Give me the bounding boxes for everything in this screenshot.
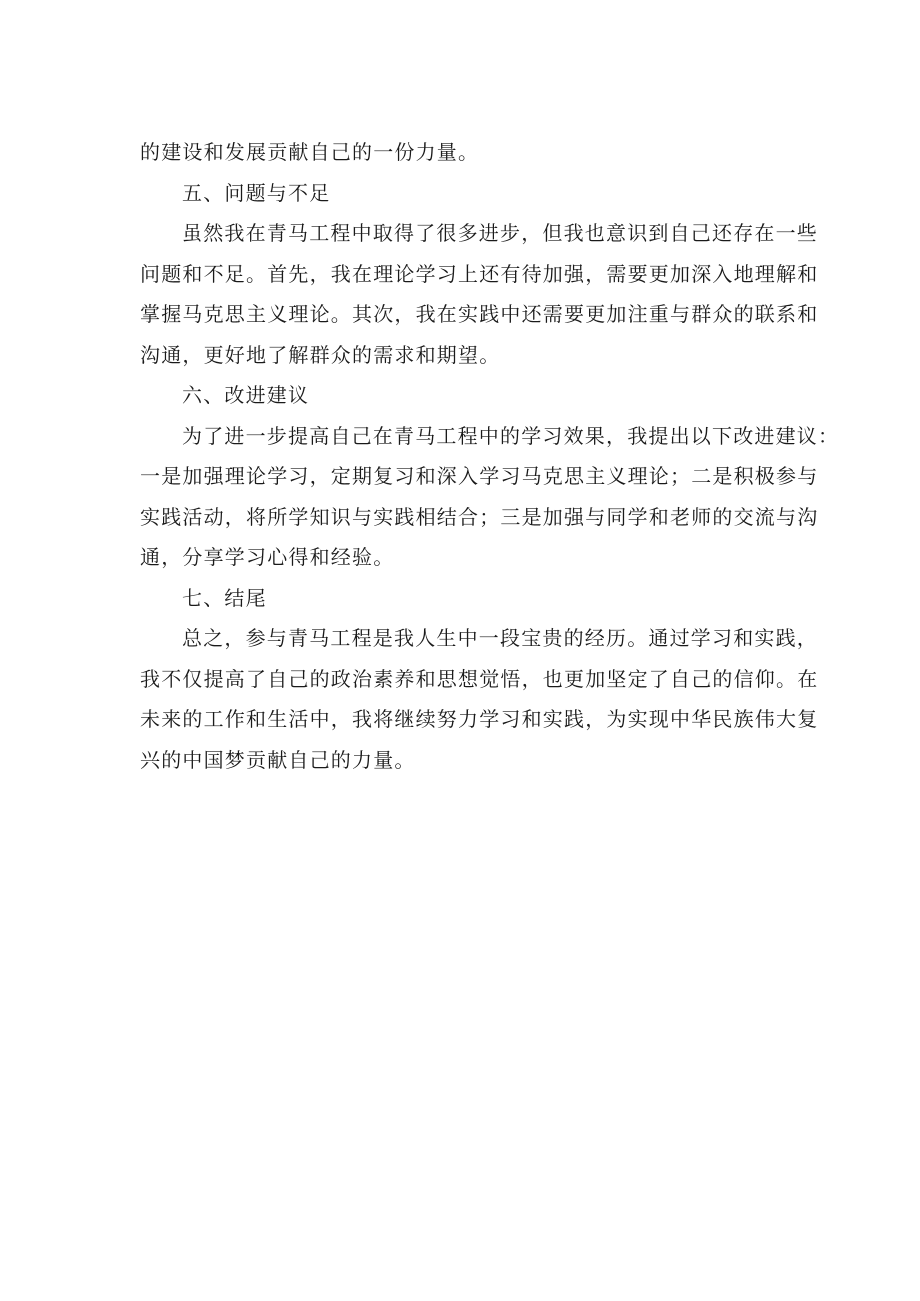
paragraph-line: 掌握马克思主义理论。其次，我在实践中还需要更加注重与群众的联系和	[140, 302, 819, 326]
section-heading-problems: 五、问题与不足	[182, 180, 331, 205]
paragraph-line: 未来的工作和生活中，我将继续努力学习和实践，为实现中华民族伟大复	[140, 707, 819, 731]
paragraph-line: 总之，参与青马工程是我人生中一段宝贵的经历。通过学习和实践，	[182, 626, 818, 650]
paragraph-line: 问题和不足。首先，我在理论学习上还有待加强，需要更加深入地理解和	[140, 261, 819, 286]
section-heading-suggestions: 六、改进建议	[182, 383, 310, 407]
paragraph-line: 虽然我在青马工程中取得了很多进步，但我也意识到自己还存在一些	[182, 221, 818, 245]
paragraph-line: 沟通，更好地了解群众的需求和期望。	[140, 342, 501, 367]
paragraph-line: 我不仅提高了自己的政治素养和思想觉悟，也更加坚定了自己的信仰。在	[140, 666, 819, 691]
paragraph-line: 通，分享学习心得和经验。	[140, 545, 395, 569]
paragraph-line: 一是加强理论学习，定期复习和深入学习马克思主义理论；二是积极参与	[140, 464, 819, 488]
section-heading-conclusion: 七、结尾	[182, 585, 267, 610]
paragraph-line: 的建设和发展贡献自己的一份力量。	[140, 140, 480, 164]
paragraph-line: 兴的中国梦贡献自己的力量。	[140, 747, 416, 772]
document-body	[140, 132, 840, 780]
paragraph-line: 为了进一步提高自己在青马工程中的学习效果，我提出以下改进建议：	[182, 423, 840, 448]
paragraph-line: 实践活动，将所学知识与实践相结合；三是加强与同学和老师的交流与沟	[140, 504, 819, 529]
